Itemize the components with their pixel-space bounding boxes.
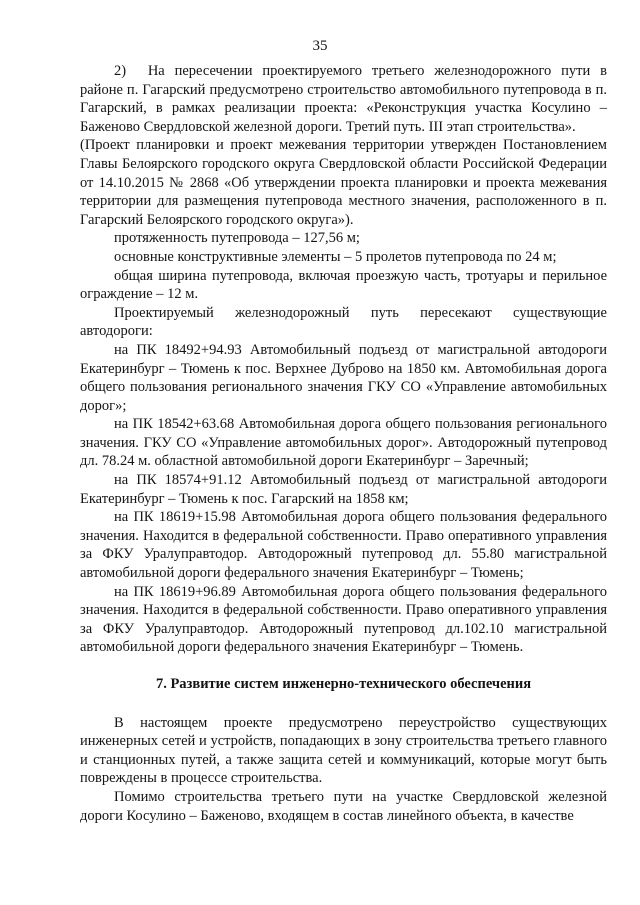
paragraph-overpass-intro: 2) На пересечении проектируемого третьего железнодорожного пути в районе п. Гагарский предусмотрено строительство автомобильного путепровода в п. Гагарский, в рамках реализации проекта: «Реконструкция участка Косулино – Баженово Свердловской железной дороги. Третий путь. III этап строительства». — [80, 63, 607, 135]
list-item-crossing-5: на ПК 18619+96.89 Автомобильная дорога общего пользования федерального значения. Находится в федеральной собственности. Право оперативного управления за ФКУ Уралуправтодор. Автодорожный путепровод дл.102.10 магистральной автомобильной дороги федерального значения Екатеринбург – Тюмень. — [80, 583, 607, 656]
paragraph-overpass-width: общая ширина путепровода, включая проезжую часть, тротуары и перильное ограждение – 12 м. — [80, 267, 607, 303]
paragraph-overpass-length: протяженность путепровода – 127,56 м; — [114, 230, 360, 247]
paragraph-engineering-networks: В настоящем проекте предусмотрено переустройство существующих инженерных сетей и устройств, попадающих в зону строительства третьего главного и станционных путей, а также защита сетей и коммуникаций, которые могут быть повреждены в процессе строительства. — [80, 714, 607, 787]
list-item-crossing-4: на ПК 18619+15.98 Автомобильная дорога общего пользования федерального значения. Находится в федеральной собственности. Право оперативного управления за ФКУ Уралуправтодор. Автодорожный путепровод дл. 55.80 магистральной автомобильной дороги федерального значения Екатеринбург – Тюмень; — [80, 509, 607, 582]
paragraph-planning-project: (Проект планировки и проект межевания территории утвержден Постановлением Главы Белоярского городского округа Свердловской области Российской Федерации от 14.10.2015 № 2868 «Об утверждении проекта планировки и проекта межевания территории для размещения путепровода местного значения, расположенного в п. Гагарский Белоярского городского округа»). — [80, 137, 607, 228]
list-item-crossing-2: на ПК 18542+63.68 Автомобильная дорога общего пользования регионального значения. ГКУ СО «Управление автомобильных дорог». Автодорожный путепровод дл. 78.24 м. областной автомобильной дороги Екатеринбург – Заречный; — [80, 416, 607, 470]
list-item-crossing-3: на ПК 18574+91.12 Автомобильный подъезд от магистральной автодороги Екатеринбург – Тюмень к пос. Гагарский на 1858 км; — [80, 472, 607, 507]
page-content — [80, 62, 607, 825]
paragraph-third-track: Помимо строительства третьего пути на участке Свердловской железной дороги Косулино – Баженово, входящем в состав линейного объекта, в качестве — [80, 788, 607, 824]
paragraph-crossings-intro: Проектируемый железнодорожный путь пересекают существующие автодороги: — [80, 304, 607, 340]
paragraph-structural-elements: основные конструктивные элементы – 5 пролетов путепровода по 24 м; — [114, 248, 557, 265]
section-heading: 7. Развитие систем инженерно-технического обеспечения — [155, 676, 532, 692]
page-number: 35 — [312, 38, 328, 54]
list-item-crossing-1: на ПК 18492+94.93 Автомобильный подъезд от магистральной автодороги Екатеринбург – Тюмень к пос. Верхнее Дуброво на 1850 км. Автомобильная дорога общего пользования регионального значения ГКУ СО «Управление автомобильных дорог»; — [80, 341, 607, 414]
